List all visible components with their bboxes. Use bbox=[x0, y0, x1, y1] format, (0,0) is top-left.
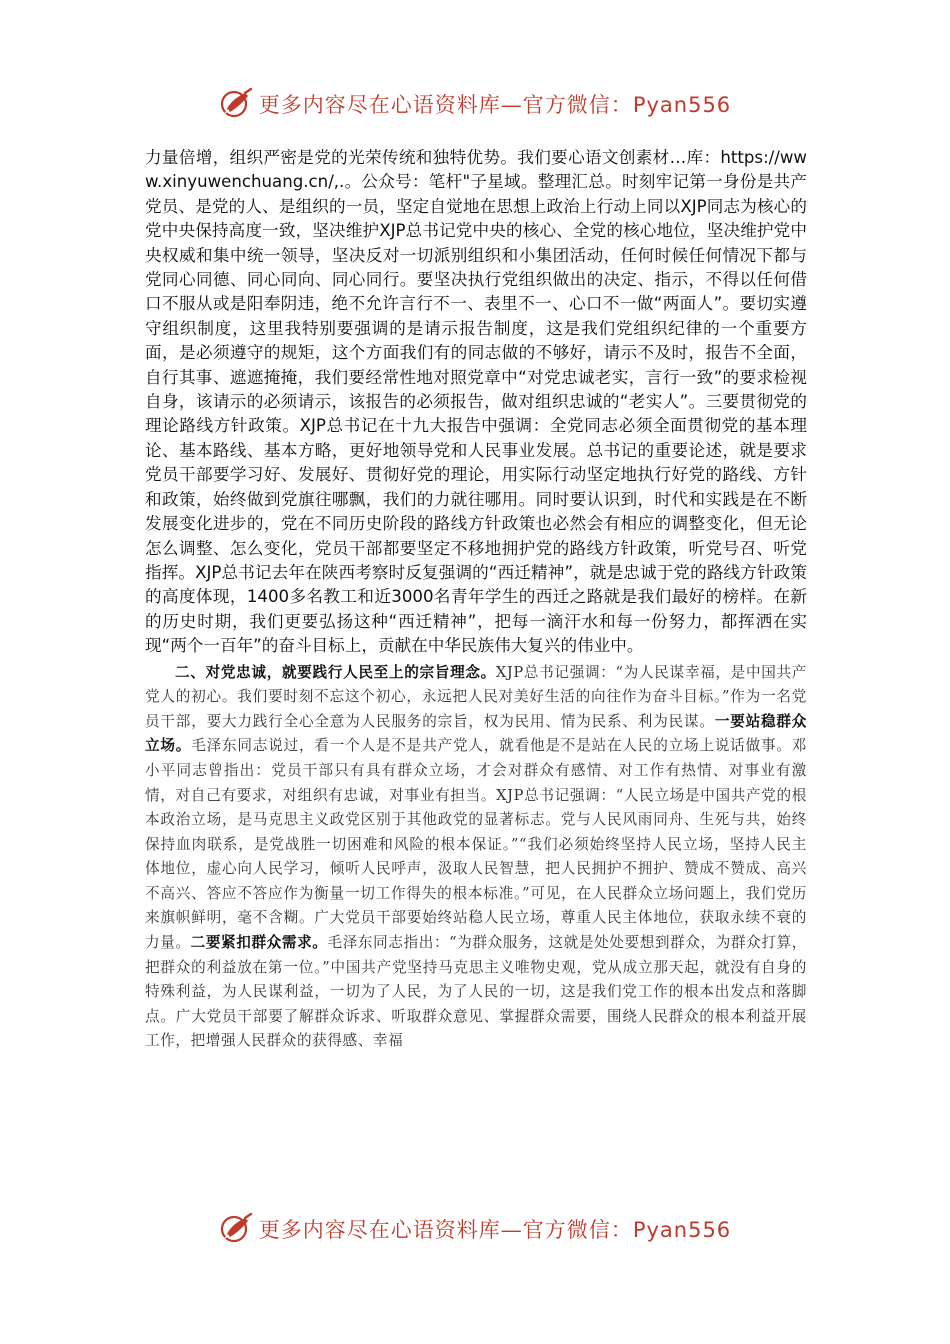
footer-banner bbox=[0, 1207, 950, 1251]
para2-text-a: XJP总书记强调：“为人民谋幸福，是中国共产党人的初心。我们要时刻不忘这个初心，永远把人民对美好生活的向往作为奋斗目标。”作为一名党员干部，要大力践行全心全意为人民服务的宗旨，权为民用、情为民系、利为民谋。 bbox=[145, 663, 807, 730]
footer-banner-text: 更多内容尽在心语资料库—官方微信：Pyan556 bbox=[258, 1218, 732, 1242]
header-banner-text: 更多内容尽在心语资料库—官方微信：Pyan556 bbox=[258, 93, 732, 117]
footer-banner-handle: Pyan556 bbox=[632, 1218, 732, 1242]
subheading-stand-with-masses: 一要站稳群众立场。 bbox=[145, 712, 808, 755]
para2-text-c: 毛泽东同志指出：“为群众服务，这就是处处要想到群众，为群众打算，把群众的利益放在第一位。”中国共产党坚持马克思主义唯物史观，党从成立那天起，就没有自身的特殊利益，为人民谋利益，一切为了人民，为了人民的一切，这是我们党工作的根本出发点和落脚点。广大党员干部要了解群众诉求、听取群众意见、掌握群众需要，围绕人民群众的根本利益开展工作，把增强人民群众的获得感、幸福 bbox=[145, 934, 807, 1050]
para2-text-b: 毛泽东同志说过，看一个人是不是共产党人，就看他是不是站在人民的立场上说话做事。邓小平同志曾指出：党员干部只有具有群众立场，才会对群众有感情、对工作有热情、对事业有激情，对自己有要求，对组织有忠诚，对事业有担当。XJP总书记强调：“人民立场是中国共产党的根本政治立场，是马克思主义政党区别于其他政党的显著标志。党与人民风雨同舟、生死与共，始终保持血肉联系，是党战胜一切困难和风险的根本保证。”“我们必须始终坚持人民立场，坚持人民主体地位，虚心向人民学习，倾听人民呼声，汲取人民智慧，把人民拥护不拥护、赞成不赞成、高兴不高兴、答应不答应作为衡量一切工作得失的根本标准。”可见，在人民群众立场问题上，我们党历来旗帜鲜明，毫不含糊。广大党员干部要始终站稳人民立场，尊重人民主体地位，获取永续不衰的力量。 bbox=[145, 737, 807, 952]
pen-nib-logo-icon bbox=[219, 87, 253, 121]
body-paragraph-2 bbox=[145, 661, 807, 1055]
pen-nib-logo-icon bbox=[219, 1212, 253, 1246]
subheading-masses-needs: 二要紧扣群众需求。 bbox=[190, 934, 328, 952]
header-banner bbox=[0, 82, 950, 126]
section-heading: 二、对党忠诚，就要践行人民至上的宗旨理念。 bbox=[175, 663, 496, 681]
document-body bbox=[145, 146, 807, 1054]
body-paragraph-1: 力量倍增，组织严密是党的光荣传统和独特优势。我们要心语文创素材…库：https://www.xinyuwenchuang.cn/,.。公众号：笔杆"子星域。整理汇总。时刻牢记第一身份是共产党员、是党的人、是组织的一员，坚定自觉地在思想上政治上行动上同以XJP同志为核心的党中央保持高度一致，坚决维护XJP总书记党中央的核心、全党的核心地位，坚决维护党中央权威和集中统一领导，坚决反对一切派别组织和小集团活动，任何时候任何情况下都与党同心同德、同心同向、同心同行。要坚决执行党组织做出的决定、指示，不得以任何借口不服从或是阳奉阴违，绝不允许言行不一、表里不一、心口不一做“两面人”。要切实遵守组织制度，这里我特别要强调的是请示报告制度，这是我们党组织纪律的一个重要方面，是必须遵守的规矩，这个方面我们有的同志做的不够好，请示不及时，报告不全面，自行其事、遮遮掩掩，我们要经常性地对照党章中“对党忠诚老实，言行一致”的要求检视自身，该请示的必须请示，该报告的必须报告，做对组织忠诚的“老实人”。三要贯彻党的理论路线方针政策。XJP总书记在十九大报告中强调：全党同志必须全面贯彻党的基本理论、基本路线、基本方略，更好地领导党和人民事业发展。总书记的重要论述，就是要求党员干部要学习好、发展好、贯彻好党的理论，用实际行动坚定地执行好党的路线、方针和政策，始终做到党旗往哪飘，我们的力就往哪用。同时要认识到，时代和实践是在不断发展变化进步的，党在不同历史阶段的路线方针政策也必然会有相应的调整变化，但无论怎么调整、怎么变化，党员干部都要坚定不移地拥护党的路线方针政策，听党号召、听党指挥。XJP总书记去年在陕西考察时反复强调的“西迁精神”，就是忠诚于党的路线方针政策的高度体现，1400多名教工和近3000名青年学生的西迁之路就是我们最好的榜样。在新的历史时期，我们更要弘扬这种“西迁精神”，把每一滴汗水和每一份努力，都挥洒在实现“两个一百年”的奋斗目标上，贡献在中华民族伟大复兴的伟业中。 bbox=[145, 148, 807, 656]
header-banner-handle: Pyan556 bbox=[632, 93, 732, 117]
